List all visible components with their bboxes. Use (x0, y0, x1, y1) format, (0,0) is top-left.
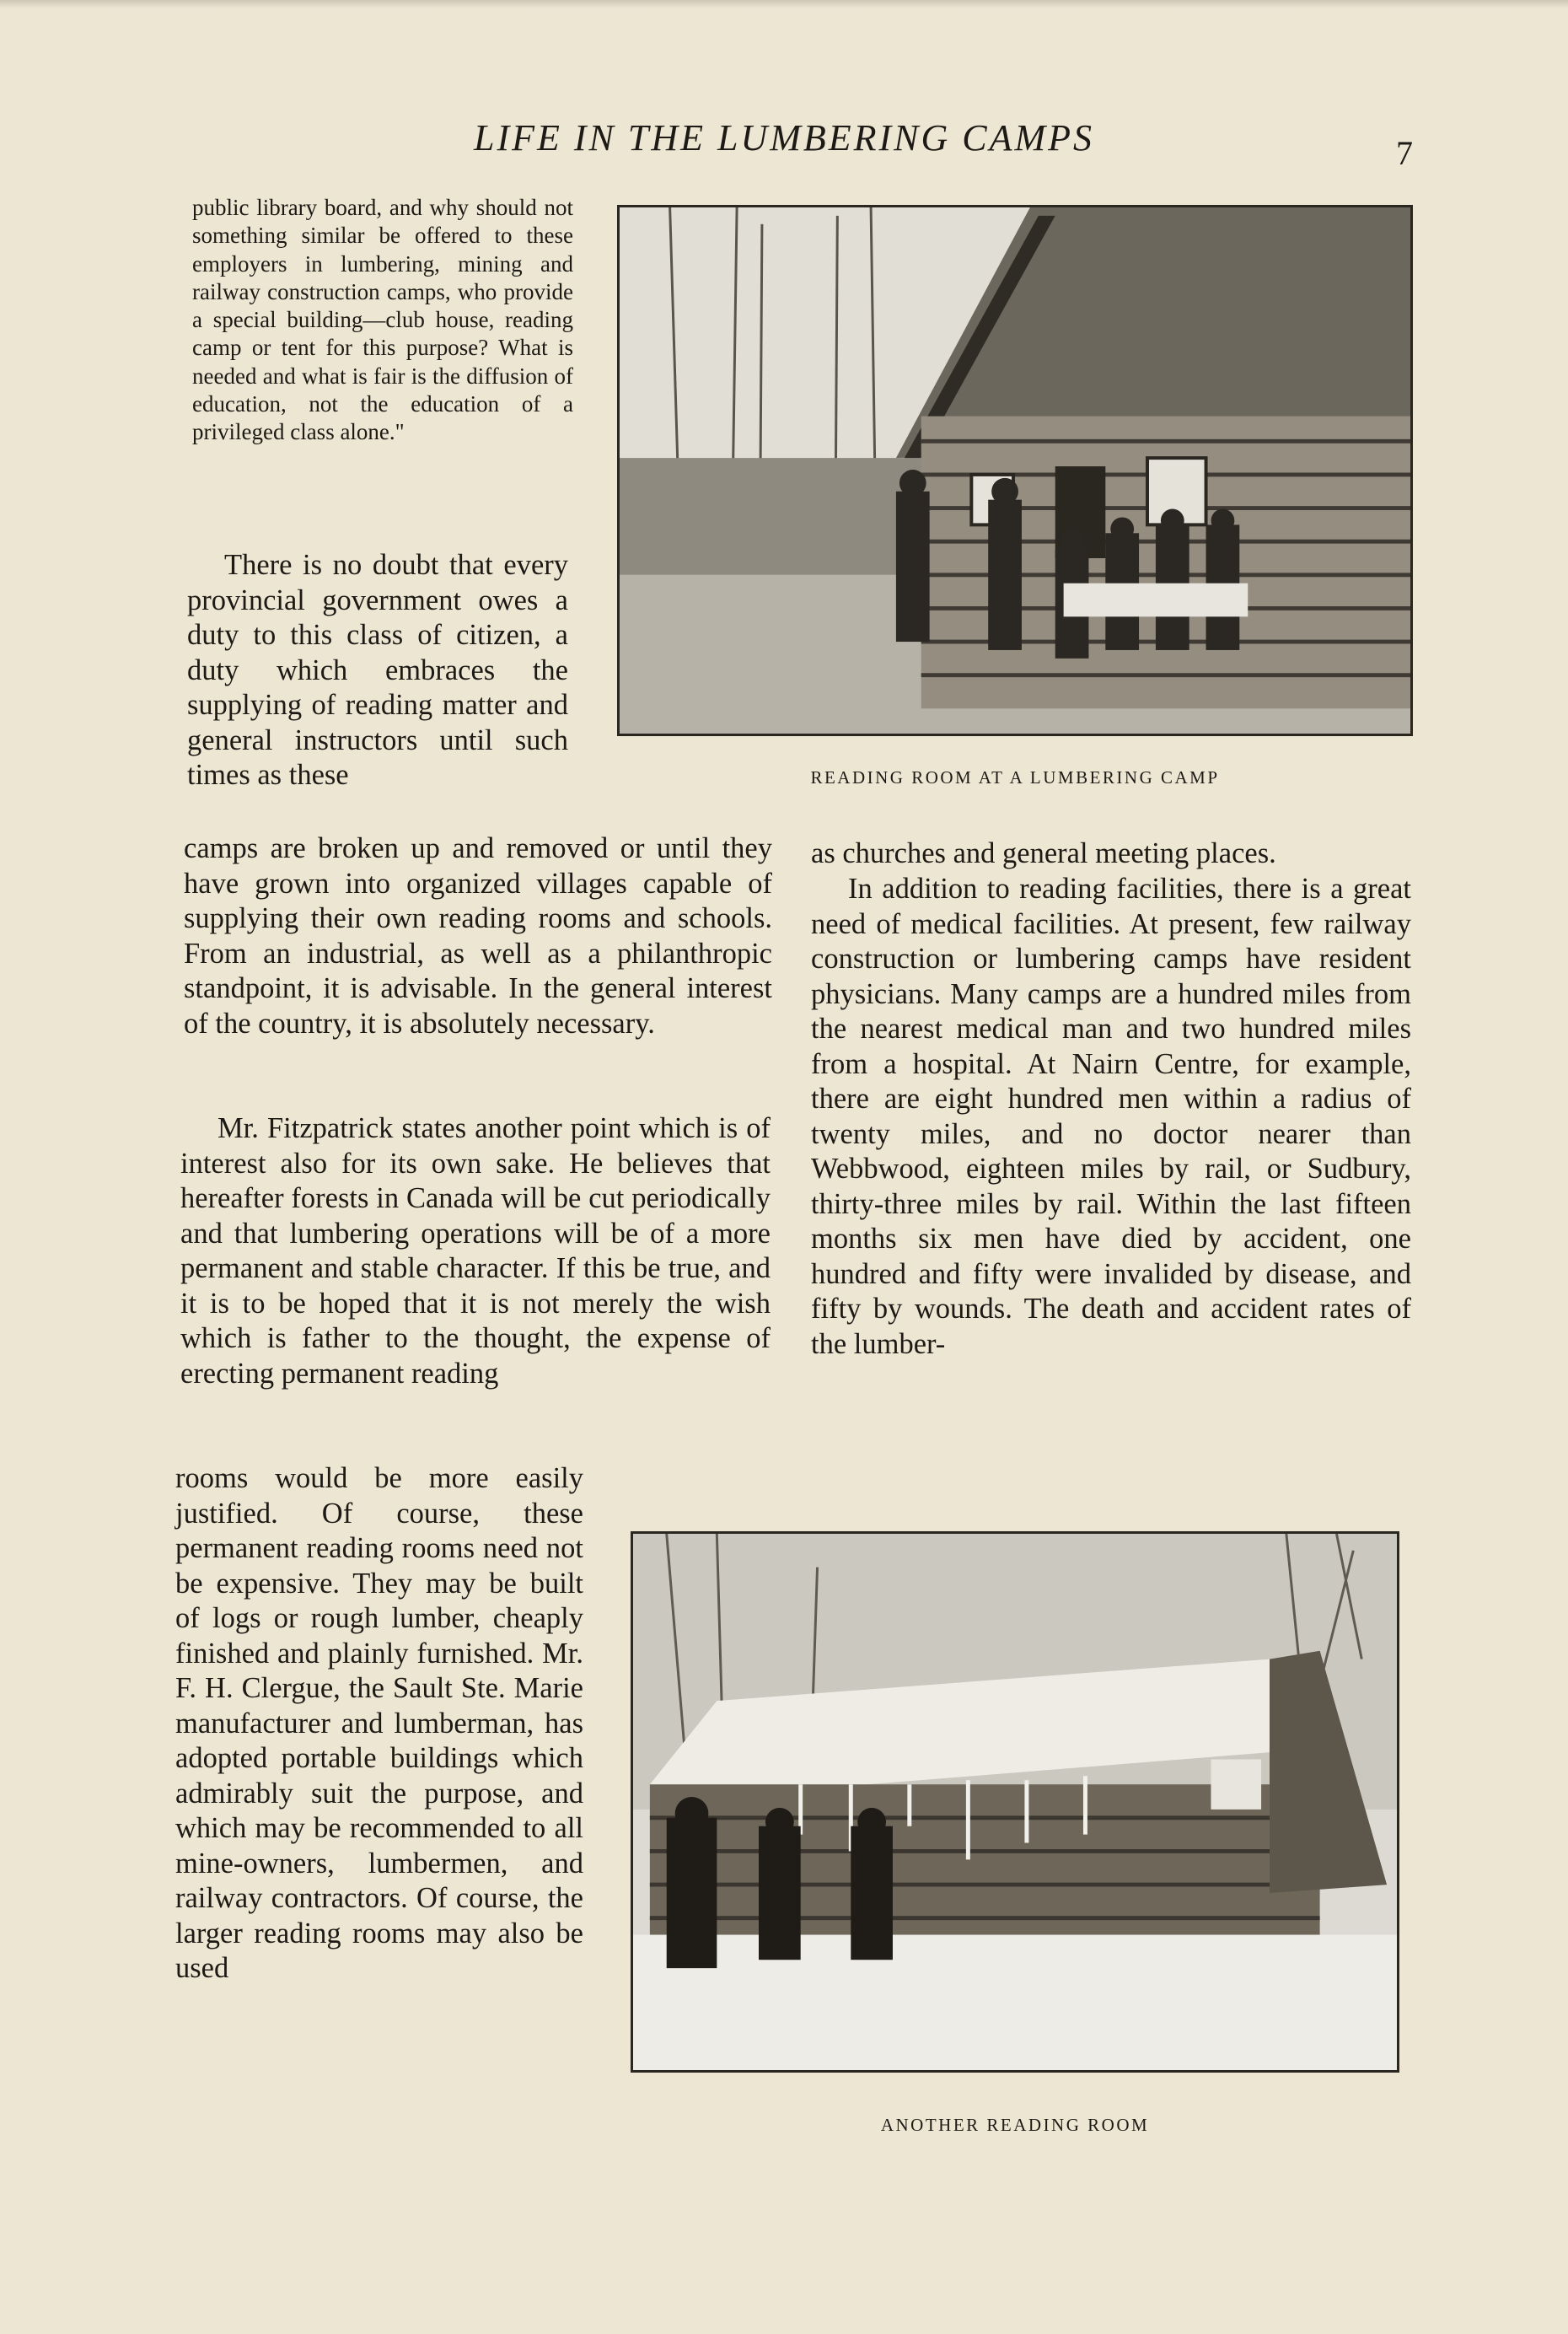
figure-caption-another-reading-room: ANOTHER READING ROOM (880, 2115, 1150, 2135)
page-top-edge (0, 0, 1568, 8)
page-number: 7 (1396, 134, 1413, 172)
figure-caption-reading-room: READING ROOM AT A LUMBERING CAMP (810, 767, 1220, 788)
quote-end-paragraph: public library board, and why should not something similar be offered to these employers in lumbering, mining and railway construction camps, who provide a special building—club house, reading camp or tent for this purpose? What is needed and what is fair is the diffusion of education, not the education of a privileged class alone." (192, 195, 573, 445)
paragraph-provincial-duty-cont: camps are broken up and removed or until they have grown into organized villages capable of supplying their own reading rooms and schools. From an industrial, as well as a philanthropic standpoint, it is advisable. In the general interest of the country, it is absolutely necessary. (184, 832, 772, 1040)
photo-reading-room-lumbering-camp (617, 205, 1413, 736)
paragraph-provincial-duty: There is no doubt that every provincial government owes a duty to this class of citizen, a duty which embraces the supplying of reading matter and general instructors until such times as these (187, 549, 568, 791)
running-title: LIFE IN THE LUMBERING CAMPS (473, 117, 1095, 159)
paragraph-fitzpatrick-cont: rooms would be more easily justified. Of course, these permanent reading rooms need not be expensive. They may be built of logs or rough lumber, cheaply finished and plainly furnished. Mr. F. H. Clergue, the Sault Ste. Marie manufacturer and lumberman, has adopted portable buildings which admirably suit the purpose, and which may be recommended to all mine-owners, lumbermen, and railway contractors. Of course, the larger reading rooms may also be used (175, 1462, 583, 1984)
photo-another-reading-room (631, 1531, 1399, 2073)
paragraph-churches: as churches and general meeting places. (811, 837, 1276, 869)
paragraph-medical-facilities: In addition to reading facilities, there is a great need of medical facilities. At present, few railway construction or lumbering camps have resident physicians. Many camps are a hundred miles from the nearest medical man and two hundred miles from a hospital. At Nairn Centre, for example, there are eight hundred men within a radius of twenty miles, and no doctor nearer than Webbwood, eighteen miles by rail, or Sudbury, thirty-three miles by rail. Within the last fifteen months six men have died by accident, one hundred and fifty were invalided by disease, and fifty by wounds. The death and accident rates of the lumber- (811, 873, 1411, 1360)
paragraph-fitzpatrick: Mr. Fitzpatrick states another point which is of interest also for its own sake. He believes that hereafter forests in Canada will be cut periodically and that lumbering operations will be of a more permanent and stable character. If this be true, and it is to be hoped that it is not merely the wish which is father to the thought, the expense of erecting permanent reading (180, 1112, 771, 1390)
